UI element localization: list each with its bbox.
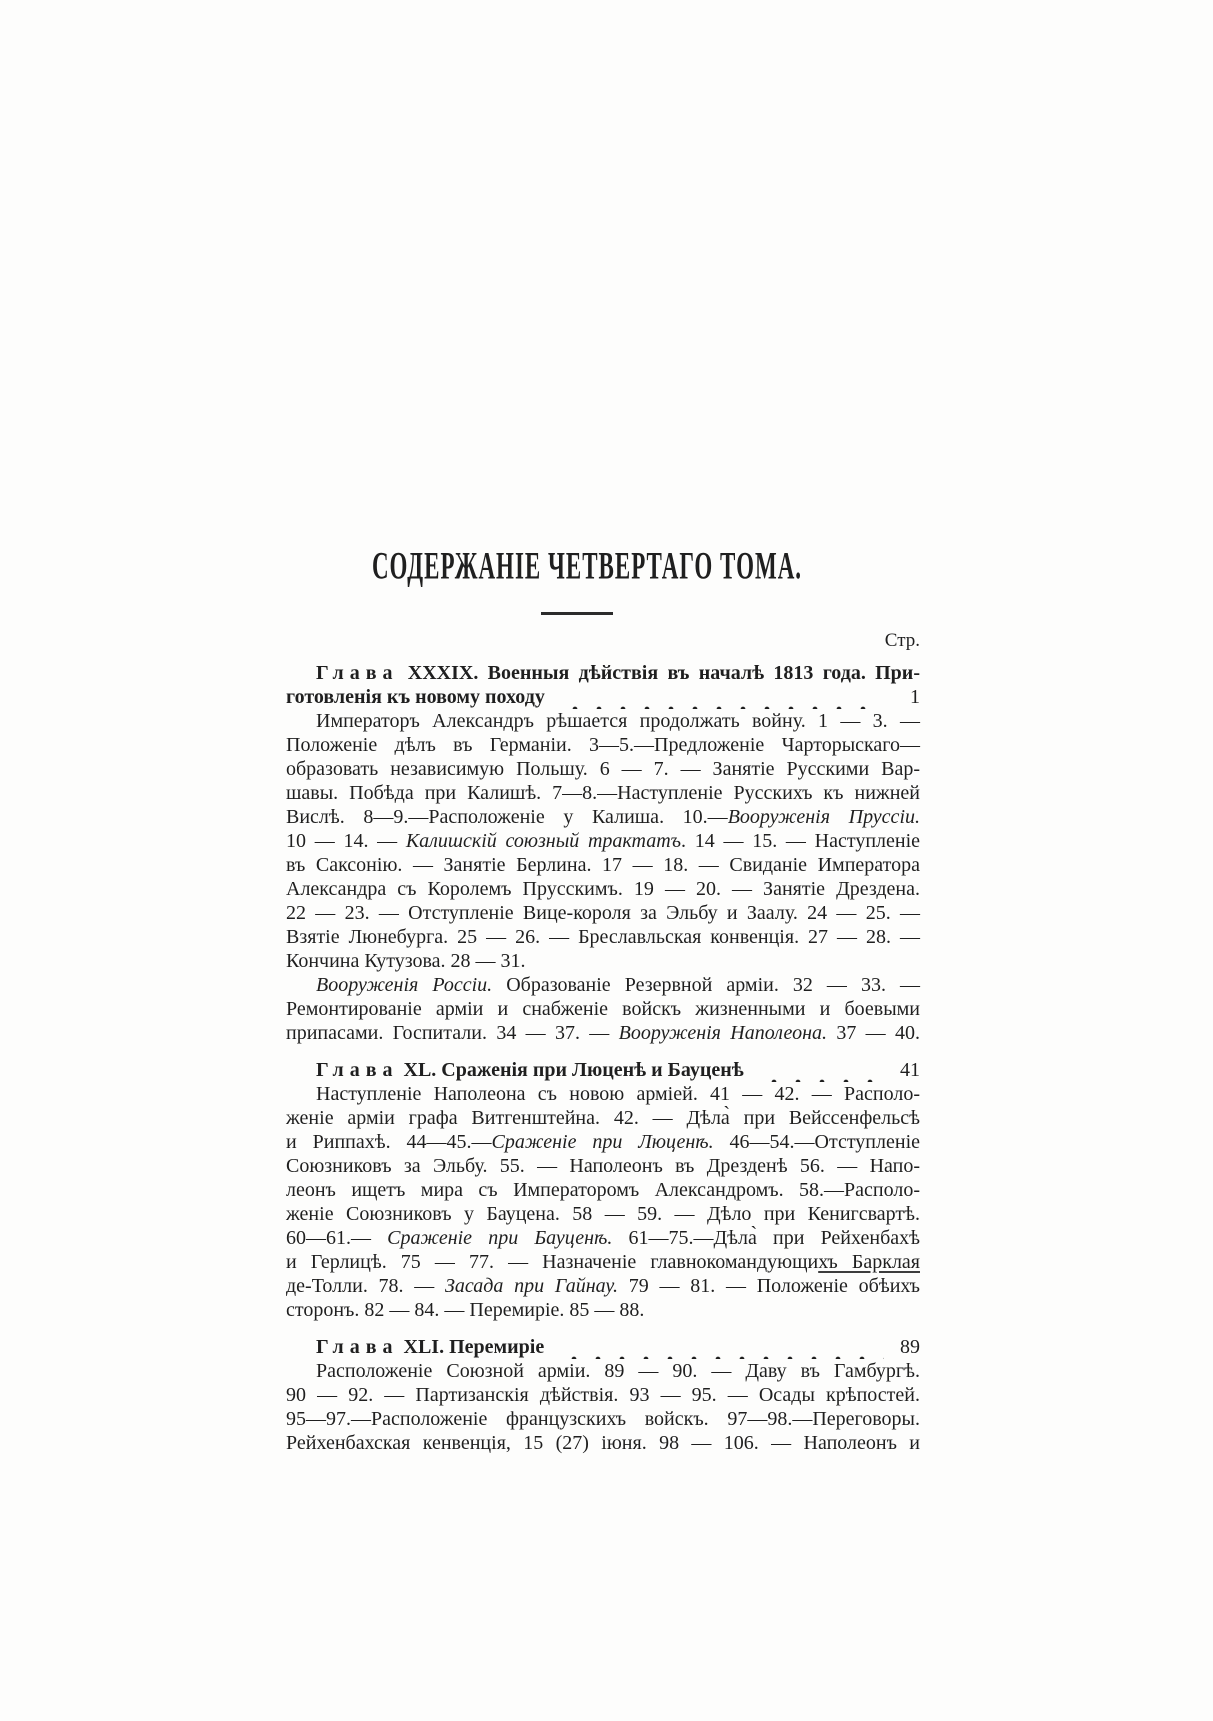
text-segment: Расположеніе Союзной арміи. 89 — 90. — Даву въ Гамбургѣ. <box>316 1360 920 1382</box>
toc-chapter-XXXIX <box>286 661 920 1045</box>
chapter-heading-row <box>286 1335 920 1359</box>
chapter-heading-text <box>286 1058 744 1082</box>
text-segment: сторонъ. 82 — 84. — Перемиріе. 85 — 88. <box>286 1299 645 1321</box>
toc-paragraph <box>286 973 920 1045</box>
dot-leader <box>555 685 884 709</box>
chapter-heading-text <box>286 1335 544 1359</box>
text-segment: и Герлицѣ. 75 — 77. — Назначеніе главнокомандующи <box>286 1251 819 1273</box>
text-segment: Вислѣ. 8—9.—Расположеніе у Калиша. 10.— <box>286 806 728 828</box>
text-segment: Наступленіе Наполеона съ новою арміей. 41 — 42. — Располо- <box>316 1083 920 1105</box>
toc-chapter-XL <box>286 1058 920 1322</box>
toc-line <box>286 1130 920 1154</box>
toc-line <box>286 829 920 853</box>
chapter-page-number: 1 <box>910 686 920 708</box>
italic-text-segment: Сраженіе при Бауценѣ. <box>387 1227 613 1249</box>
chapter-page-number: 41 <box>900 1059 920 1081</box>
toc-line <box>286 1202 920 1226</box>
text-segment: Союзниковъ за Эльбу. 55. — Наполеонъ въ Дрезденѣ 56. — Напо- <box>286 1155 920 1177</box>
toc-line <box>286 1250 920 1274</box>
italic-text-segment: Вооруженія Россіи. <box>316 974 493 996</box>
page-title: СОДЕРЖАНІЕ ЧЕТВЕРТАГО ТОМА. <box>371 544 803 587</box>
text-segment: Рейхенбахская кенвенція, 15 (27) іюня. 98 — 106. — Наполеонъ и <box>286 1432 920 1454</box>
underline-text-segment: хъ Барклая <box>818 1251 920 1273</box>
text-segment: образовать независимую Польшу. 6 — 7. — Занятіе Русскими Вар- <box>286 758 920 780</box>
toc-line <box>286 925 920 949</box>
chapter-heading-row <box>286 685 920 709</box>
text-segment: женіе Союзниковъ у Бауцена. 58 — 59. — Дѣло при Кенигсвартѣ. <box>286 1203 920 1225</box>
toc-chapters <box>286 661 920 1455</box>
text-segment: 60—61.— <box>286 1227 388 1249</box>
title-divider-rule <box>541 612 613 615</box>
page-number-column-header: Стр. <box>884 630 920 651</box>
toc-line <box>286 901 920 925</box>
toc-line <box>286 973 920 997</box>
dot-leader <box>554 1335 884 1359</box>
toc-line <box>286 733 920 757</box>
dot-leader <box>754 1058 884 1082</box>
letterspace-text-segment: Глава <box>316 1336 399 1358</box>
text-segment: и Риппахѣ. 44—45.— <box>286 1131 492 1153</box>
text-segment: XLI. Перемиріе <box>398 1336 545 1358</box>
toc-line <box>286 997 920 1021</box>
toc-paragraph <box>286 1359 920 1455</box>
text-segment: 61—75.—Дѣла̀ при Рейхенбахѣ <box>612 1227 921 1249</box>
toc-paragraph <box>286 1082 920 1322</box>
text-segment: Ремонтированіе арміи и снабженіе войскъ жизненными и боевыми <box>286 998 920 1020</box>
toc-line <box>286 949 920 973</box>
italic-text-segment: Вооруженія Наполеона. <box>618 1022 827 1044</box>
text-segment: 10 — 14. — <box>286 830 406 852</box>
toc-line <box>286 1431 920 1455</box>
toc-line <box>286 805 920 829</box>
text-segment: Кончина Кутузова. 28 — 31. <box>286 950 526 972</box>
toc-line <box>286 853 920 877</box>
text-segment: шавы. Побѣда при Калишѣ. 7—8.—Наступленіе Русскихъ къ нижней <box>286 782 920 804</box>
toc-line <box>286 1082 920 1106</box>
toc-paragraph <box>286 709 920 973</box>
italic-text-segment: Вооруженія Пруссіи. <box>727 806 920 828</box>
chapter-page-number: 89 <box>900 1336 920 1358</box>
text-segment: готовленія къ новому походу <box>286 686 545 708</box>
chapter-heading-line <box>286 661 920 685</box>
text-segment: леонъ ищетъ мира съ Императоромъ Александромъ. 58.—Располо- <box>286 1179 920 1201</box>
text-segment: 37 — 40. <box>827 1022 920 1044</box>
text-segment: 79 — 81. — Положеніе обѣихъ <box>618 1275 920 1297</box>
toc-line <box>286 1383 920 1407</box>
italic-text-segment: Засада при Гайнау. <box>445 1275 619 1297</box>
italic-text-segment: Сраженіе при Люценѣ. <box>491 1131 714 1153</box>
toc-line <box>286 1178 920 1202</box>
text-segment: 22 — 23. — Отступленіе Вице-короля за Эльбу и Заалу. 24 — 25. — <box>286 902 920 924</box>
text-segment: припасами. Госпитали. 34 — 37. — <box>286 1022 619 1044</box>
toc-line <box>286 1106 920 1130</box>
toc-line <box>286 1298 920 1322</box>
toc-line <box>286 1226 920 1250</box>
text-segment: . 14 — 15. — Наступленіе <box>681 830 921 852</box>
chapter-heading-row <box>286 1058 920 1082</box>
text-segment: XXXIX. Военныя дѣйствія въ началѣ 1813 года. При- <box>398 662 920 684</box>
text-segment: де-Толли. 78. — <box>286 1275 446 1297</box>
text-segment: Взятіе Люнебурга. 25 — 26. — Бреславльская конвенція. 27 — 28. — <box>286 926 920 948</box>
toc-line <box>286 1407 920 1431</box>
toc-line <box>286 1021 920 1045</box>
text-segment: 46—54.—Отступленіе <box>713 1131 921 1153</box>
italic-text-segment: Калишскій союзный трактатъ <box>405 830 682 852</box>
letterspace-text-segment: Глава <box>316 662 399 684</box>
letterspace-text-segment: Глава <box>316 1059 399 1081</box>
text-segment: 90 — 92. — Партизанскія дѣйствія. 93 — 95. — Осады крѣпостей. <box>286 1384 920 1406</box>
toc-line <box>286 877 920 901</box>
text-segment: въ Саксонію. — Занятіе Берлина. 17 — 18. — Свиданіе Императора <box>286 854 920 876</box>
text-segment: Положеніе дѣлъ въ Германіи. 3—5.—Предложеніе Чарторыскаго— <box>286 734 920 756</box>
toc-line <box>286 757 920 781</box>
toc-line <box>286 709 920 733</box>
toc-content <box>286 544 920 1455</box>
text-segment: 95—97.—Расположеніе французскихъ войскъ. 97—98.—Переговоры. <box>286 1408 920 1430</box>
text-segment: Императоръ Александръ рѣшается продолжать войну. 1 — 3. — <box>316 710 920 732</box>
toc-chapter-XLI <box>286 1335 920 1455</box>
text-segment: Александра съ Королемъ Прусскимъ. 19 — 20. — Занятіе Дрездена. <box>286 878 920 900</box>
text-segment: Образованіе Резервной арміи. 32 — 33. — <box>492 974 920 996</box>
toc-line <box>286 1359 920 1383</box>
chapter-heading-text <box>286 685 545 709</box>
toc-line <box>286 1274 920 1298</box>
text-segment: женіе арміи графа Витгенштейна. 42. — Дѣла̀ при Вейссенфельсѣ <box>286 1107 920 1129</box>
toc-line <box>286 781 920 805</box>
toc-line <box>286 1154 920 1178</box>
text-segment: XL. Сраженія при Люценѣ и Бауценѣ <box>398 1059 744 1081</box>
